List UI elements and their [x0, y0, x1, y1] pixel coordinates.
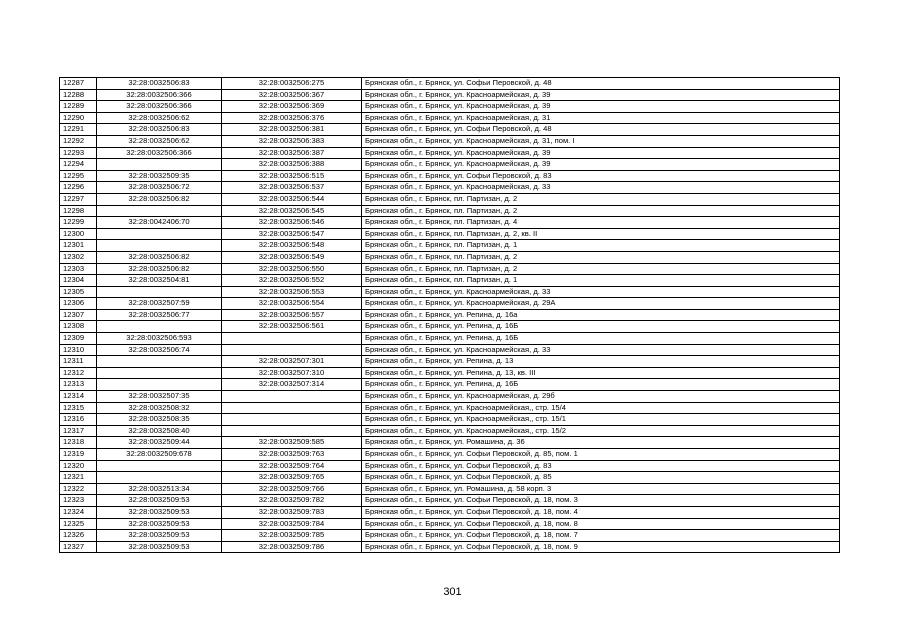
row-number-cell: 12326 — [60, 530, 97, 542]
object-number-cell: 32:28:0032509:763 — [222, 449, 362, 461]
object-number-cell: 32:28:0032506:546 — [222, 217, 362, 229]
table-row — [60, 321, 840, 333]
address-cell: Брянская обл., г. Брянск, ул. Репина, д. 13, кв. III — [362, 367, 840, 379]
address-cell: Брянская обл., г. Брянск, ул. Репина, д. 13 — [362, 356, 840, 368]
parcel-number-cell: 32:28:0032506:62 — [97, 112, 222, 124]
object-number-cell: 32:28:0032506:383 — [222, 135, 362, 147]
parcel-number-cell: 32:28:0032509:678 — [97, 449, 222, 461]
parcel-number-cell — [97, 356, 222, 368]
table-row — [60, 170, 840, 182]
object-number-cell: 32:28:0032506:557 — [222, 309, 362, 321]
object-number-cell: 32:28:0032506:381 — [222, 124, 362, 136]
row-number-cell: 12294 — [60, 159, 97, 171]
address-cell: Брянская обл., г. Брянск, ул. Красноармейская, д. 39 — [362, 101, 840, 113]
table-row — [60, 518, 840, 530]
parcel-number-cell: 32:28:0032513:34 — [97, 483, 222, 495]
address-cell: Брянская обл., г. Брянск, пл. Партизан, д. 2 — [362, 193, 840, 205]
row-number-cell: 12319 — [60, 449, 97, 461]
table-row — [60, 344, 840, 356]
row-number-cell: 12327 — [60, 541, 97, 553]
table-row — [60, 228, 840, 240]
row-number-cell: 12325 — [60, 518, 97, 530]
parcel-number-cell: 32:28:0032507:35 — [97, 391, 222, 403]
row-number-cell: 12306 — [60, 298, 97, 310]
table-row — [60, 78, 840, 90]
address-cell: Брянская обл., г. Брянск, ул. Репина, д. 16Б — [362, 321, 840, 333]
row-number-cell: 12305 — [60, 286, 97, 298]
parcel-number-cell: 32:28:0032509:53 — [97, 495, 222, 507]
row-number-cell: 12323 — [60, 495, 97, 507]
object-number-cell: 32:28:0032506:544 — [222, 193, 362, 205]
table-row — [60, 356, 840, 368]
parcel-number-cell — [97, 159, 222, 171]
object-number-cell: 32:28:0032506:553 — [222, 286, 362, 298]
parcel-number-cell: 32:28:0032506:82 — [97, 251, 222, 263]
parcel-number-cell: 32:28:0032504:81 — [97, 275, 222, 287]
row-number-cell: 12298 — [60, 205, 97, 217]
parcel-number-cell: 32:28:0032506:366 — [97, 89, 222, 101]
object-number-cell — [222, 333, 362, 345]
parcel-number-cell: 32:28:0032508:40 — [97, 425, 222, 437]
table-row — [60, 437, 840, 449]
row-number-cell: 12304 — [60, 275, 97, 287]
registry-table — [59, 77, 840, 553]
table-row — [60, 147, 840, 159]
row-number-cell: 12307 — [60, 309, 97, 321]
address-cell: Брянская обл., г. Брянск, пл. Партизан, д. 2, кв. II — [362, 228, 840, 240]
table-row — [60, 205, 840, 217]
address-cell: Брянская обл., г. Брянск, ул. Красноармейская, д. 39 — [362, 89, 840, 101]
object-number-cell: 32:28:0032506:387 — [222, 147, 362, 159]
object-number-cell: 32:28:0032506:388 — [222, 159, 362, 171]
object-number-cell: 32:28:0032509:766 — [222, 483, 362, 495]
object-number-cell: 32:28:0032509:785 — [222, 530, 362, 542]
row-number-cell: 12324 — [60, 506, 97, 518]
address-cell: Брянская обл., г. Брянск, ул. Ромашина, д. 36 — [362, 437, 840, 449]
row-number-cell: 12291 — [60, 124, 97, 136]
object-number-cell: 32:28:0032509:783 — [222, 506, 362, 518]
address-cell: Брянская обл., г. Брянск, пл. Партизан, д. 1 — [362, 240, 840, 252]
parcel-number-cell: 32:28:0032506:366 — [97, 101, 222, 113]
parcel-number-cell: 32:28:0032508:32 — [97, 402, 222, 414]
object-number-cell: 32:28:0032507:314 — [222, 379, 362, 391]
table-row — [60, 182, 840, 194]
object-number-cell: 32:28:0032509:782 — [222, 495, 362, 507]
parcel-number-cell — [97, 367, 222, 379]
parcel-number-cell: 32:28:0032506:72 — [97, 182, 222, 194]
object-number-cell: 32:28:0032509:784 — [222, 518, 362, 530]
address-cell: Брянская обл., г. Брянск, ул. Красноармейская, д. 39 — [362, 159, 840, 171]
address-cell: Брянская обл., г. Брянск, ул. Софьи Перовской, д. 83 — [362, 170, 840, 182]
row-number-cell: 12301 — [60, 240, 97, 252]
row-number-cell: 12289 — [60, 101, 97, 113]
object-number-cell: 32:28:0032506:537 — [222, 182, 362, 194]
parcel-number-cell — [97, 228, 222, 240]
parcel-number-cell — [97, 321, 222, 333]
parcel-number-cell: 32:28:0032507:59 — [97, 298, 222, 310]
object-number-cell: 32:28:0032506:550 — [222, 263, 362, 275]
parcel-number-cell: 32:28:0032509:53 — [97, 530, 222, 542]
parcel-number-cell: 32:28:0032506:74 — [97, 344, 222, 356]
object-number-cell: 32:28:0032506:369 — [222, 101, 362, 113]
object-number-cell: 32:28:0032506:376 — [222, 112, 362, 124]
object-number-cell: 32:28:0032509:764 — [222, 460, 362, 472]
row-number-cell: 12321 — [60, 472, 97, 484]
object-number-cell: 32:28:0032509:765 — [222, 472, 362, 484]
parcel-number-cell — [97, 460, 222, 472]
table-row — [60, 472, 840, 484]
address-cell: Брянская обл., г. Брянск, ул. Репина, д. 16Б — [362, 333, 840, 345]
address-cell: Брянская обл., г. Брянск, пл. Партизан, д. 1 — [362, 275, 840, 287]
table-row — [60, 483, 840, 495]
address-cell: Брянская обл., г. Брянск, ул. Репина, д. 16Б — [362, 379, 840, 391]
row-number-cell: 12303 — [60, 263, 97, 275]
object-number-cell: 32:28:0032507:301 — [222, 356, 362, 368]
parcel-number-cell: 32:28:0042406:70 — [97, 217, 222, 229]
object-number-cell: 32:28:0032506:554 — [222, 298, 362, 310]
address-cell: Брянская обл., г. Брянск, ул. Софьи Перовской, д. 48 — [362, 78, 840, 90]
object-number-cell: 32:28:0032509:585 — [222, 437, 362, 449]
object-number-cell: 32:28:0032506:561 — [222, 321, 362, 333]
row-number-cell: 12317 — [60, 425, 97, 437]
parcel-number-cell — [97, 472, 222, 484]
table-row — [60, 379, 840, 391]
table-row — [60, 506, 840, 518]
table-row — [60, 541, 840, 553]
address-cell: Брянская обл., г. Брянск, ул. Ромашина, д. 58 корп. 3 — [362, 483, 840, 495]
table-row — [60, 135, 840, 147]
address-cell: Брянская обл., г. Брянск, ул. Красноармейская, д. 29б — [362, 391, 840, 403]
row-number-cell: 12312 — [60, 367, 97, 379]
object-number-cell — [222, 425, 362, 437]
row-number-cell: 12320 — [60, 460, 97, 472]
table-row — [60, 217, 840, 229]
row-number-cell: 12292 — [60, 135, 97, 147]
object-number-cell: 32:28:0032506:367 — [222, 89, 362, 101]
parcel-number-cell: 32:28:0032506:77 — [97, 309, 222, 321]
table-row — [60, 414, 840, 426]
object-number-cell: 32:28:0032506:547 — [222, 228, 362, 240]
row-number-cell: 12295 — [60, 170, 97, 182]
table-row — [60, 286, 840, 298]
parcel-number-cell: 32:28:0032509:35 — [97, 170, 222, 182]
object-number-cell: 32:28:0032509:786 — [222, 541, 362, 553]
table-body — [60, 78, 840, 553]
parcel-number-cell: 32:28:0032506:593 — [97, 333, 222, 345]
row-number-cell: 12302 — [60, 251, 97, 263]
parcel-number-cell: 32:28:0032506:83 — [97, 124, 222, 136]
address-cell: Брянская обл., г. Брянск, пл. Партизан, д. 2 — [362, 205, 840, 217]
address-cell: Брянская обл., г. Брянск, ул. Красноармейская, д. 33 — [362, 182, 840, 194]
address-cell: Брянская обл., г. Брянск, ул. Красноармейская, д. 33 — [362, 286, 840, 298]
table-row — [60, 367, 840, 379]
address-cell: Брянская обл., г. Брянск, ул. Софьи Перовской, д. 18, пом. 4 — [362, 506, 840, 518]
table-row — [60, 240, 840, 252]
address-cell: Брянская обл., г. Брянск, пл. Партизан, д. 2 — [362, 251, 840, 263]
parcel-number-cell — [97, 205, 222, 217]
page-number: 301 — [443, 586, 462, 598]
table-row — [60, 112, 840, 124]
row-number-cell: 12318 — [60, 437, 97, 449]
object-number-cell: 32:28:0032506:549 — [222, 251, 362, 263]
address-cell: Брянская обл., г. Брянск, ул. Красноармейская, д. 31 — [362, 112, 840, 124]
row-number-cell: 12322 — [60, 483, 97, 495]
address-cell: Брянская обл., г. Брянск, ул. Красноармейская, д. 29А — [362, 298, 840, 310]
object-number-cell: 32:28:0032507:310 — [222, 367, 362, 379]
parcel-number-cell: 32:28:0032506:83 — [97, 78, 222, 90]
row-number-cell: 12290 — [60, 112, 97, 124]
parcel-number-cell — [97, 286, 222, 298]
row-number-cell: 12299 — [60, 217, 97, 229]
object-number-cell: 32:28:0032506:552 — [222, 275, 362, 287]
parcel-number-cell: 32:28:0032508:35 — [97, 414, 222, 426]
object-number-cell — [222, 344, 362, 356]
address-cell: Брянская обл., г. Брянск, ул. Софьи Перовской, д. 18, пом. 7 — [362, 530, 840, 542]
parcel-number-cell: 32:28:0032506:366 — [97, 147, 222, 159]
address-cell: Брянская обл., г. Брянск, ул. Софьи Перовской, д. 85 — [362, 472, 840, 484]
table-row — [60, 333, 840, 345]
object-number-cell — [222, 391, 362, 403]
row-number-cell: 12300 — [60, 228, 97, 240]
parcel-number-cell: 32:28:0032509:53 — [97, 541, 222, 553]
table-row — [60, 460, 840, 472]
address-cell: Брянская обл., г. Брянск, пл. Партизан, д. 4 — [362, 217, 840, 229]
table-row — [60, 124, 840, 136]
row-number-cell: 12297 — [60, 193, 97, 205]
table-row — [60, 309, 840, 321]
address-cell: Брянская обл., г. Брянск, ул. Красноармейская, д. 39 — [362, 147, 840, 159]
object-number-cell — [222, 414, 362, 426]
parcel-number-cell: 32:28:0032509:53 — [97, 518, 222, 530]
row-number-cell: 12310 — [60, 344, 97, 356]
row-number-cell: 12309 — [60, 333, 97, 345]
row-number-cell: 12311 — [60, 356, 97, 368]
address-cell: Брянская обл., г. Брянск, ул. Красноармейская,, стр. 15/4 — [362, 402, 840, 414]
table-row — [60, 425, 840, 437]
row-number-cell: 12308 — [60, 321, 97, 333]
address-cell: Брянская обл., г. Брянск, ул. Софьи Перовской, д. 48 — [362, 124, 840, 136]
parcel-number-cell: 32:28:0032509:44 — [97, 437, 222, 449]
row-number-cell: 12314 — [60, 391, 97, 403]
address-cell: Брянская обл., г. Брянск, ул. Репина, д. 16а — [362, 309, 840, 321]
row-number-cell: 12316 — [60, 414, 97, 426]
address-cell: Брянская обл., г. Брянск, ул. Софьи Перовской, д. 18, пом. 8 — [362, 518, 840, 530]
address-cell: Брянская обл., г. Брянск, ул. Софьи Перовской, д. 85, пом. 1 — [362, 449, 840, 461]
object-number-cell: 32:28:0032506:515 — [222, 170, 362, 182]
address-cell: Брянская обл., г. Брянск, ул. Красноармейская,, стр. 15/1 — [362, 414, 840, 426]
parcel-number-cell — [97, 240, 222, 252]
table-row — [60, 251, 840, 263]
row-number-cell: 12287 — [60, 78, 97, 90]
row-number-cell: 12313 — [60, 379, 97, 391]
table-row — [60, 449, 840, 461]
table-row — [60, 159, 840, 171]
table-row — [60, 530, 840, 542]
table-row — [60, 402, 840, 414]
object-number-cell: 32:28:0032506:275 — [222, 78, 362, 90]
row-number-cell: 12288 — [60, 89, 97, 101]
table-row — [60, 275, 840, 287]
row-number-cell: 12296 — [60, 182, 97, 194]
table-row — [60, 101, 840, 113]
parcel-number-cell: 32:28:0032506:82 — [97, 263, 222, 275]
table-row — [60, 193, 840, 205]
parcel-number-cell: 32:28:0032506:82 — [97, 193, 222, 205]
table-row — [60, 298, 840, 310]
address-cell: Брянская обл., г. Брянск, ул. Красноармейская, д. 31, пом. I — [362, 135, 840, 147]
parcel-number-cell: 32:28:0032509:53 — [97, 506, 222, 518]
address-cell: Брянская обл., г. Брянск, ул. Красноармейская, д. 33 — [362, 344, 840, 356]
table-row — [60, 495, 840, 507]
table-row — [60, 391, 840, 403]
address-cell: Брянская обл., г. Брянск, ул. Красноармейская,, стр. 15/2 — [362, 425, 840, 437]
parcel-number-cell — [97, 379, 222, 391]
object-number-cell: 32:28:0032506:548 — [222, 240, 362, 252]
table-row — [60, 263, 840, 275]
address-cell: Брянская обл., г. Брянск, ул. Софьи Перовской, д. 83 — [362, 460, 840, 472]
object-number-cell: 32:28:0032506:545 — [222, 205, 362, 217]
parcel-number-cell: 32:28:0032506:62 — [97, 135, 222, 147]
object-number-cell — [222, 402, 362, 414]
table-row — [60, 89, 840, 101]
address-cell: Брянская обл., г. Брянск, пл. Партизан, д. 2 — [362, 263, 840, 275]
row-number-cell: 12315 — [60, 402, 97, 414]
row-number-cell: 12293 — [60, 147, 97, 159]
address-cell: Брянская обл., г. Брянск, ул. Софьи Перовской, д. 18, пом. 3 — [362, 495, 840, 507]
address-cell: Брянская обл., г. Брянск, ул. Софьи Перовской, д. 18, пом. 9 — [362, 541, 840, 553]
